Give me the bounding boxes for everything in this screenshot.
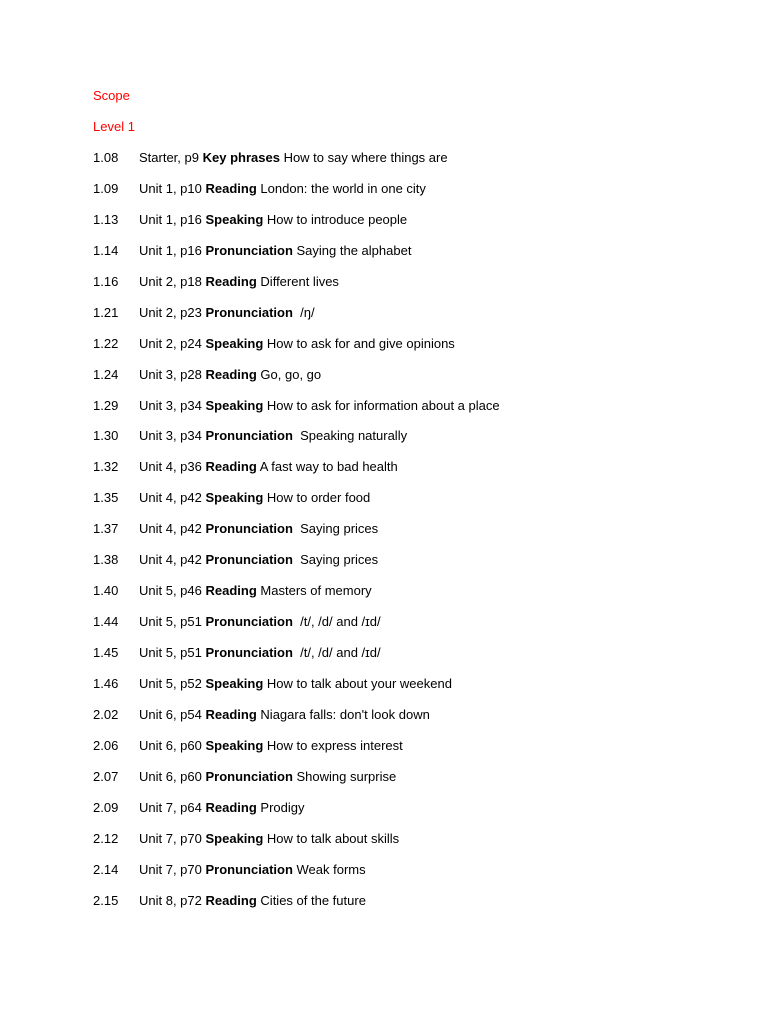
track-entry — [93, 552, 733, 583]
section-description: /ŋ/ — [296, 304, 315, 320]
track-code: 1.45 — [93, 645, 119, 660]
document-title: Scope — [93, 88, 130, 103]
track-entry — [93, 305, 733, 336]
track-entry — [93, 769, 733, 800]
track-code: 1.40 — [93, 583, 119, 599]
track-entry — [93, 893, 733, 924]
section-description: Masters of memory — [260, 583, 372, 599]
track-code: 1.38 — [93, 552, 119, 568]
section-description: How to introduce people — [266, 211, 408, 227]
section-description: How to order food — [266, 490, 371, 506]
section-type: Reading — [205, 273, 257, 289]
track-entry — [93, 738, 733, 769]
track-code: 2.12 — [93, 830, 119, 846]
section-type: Key phrases — [202, 150, 280, 165]
track-code: 1.08 — [93, 150, 119, 165]
section-type: Reading — [205, 459, 257, 475]
unit-page-ref: Unit 6, p60 — [139, 768, 202, 784]
section-type: Speaking — [205, 490, 264, 506]
unit-page-ref: Unit 1, p10 — [139, 180, 202, 196]
track-entry — [93, 645, 733, 676]
section-description: London: the world in one city — [260, 180, 426, 196]
section-description: Speaking naturally — [296, 428, 408, 444]
track-entry — [93, 862, 733, 893]
track-code: 1.35 — [93, 490, 119, 506]
section-type: Pronunciation — [205, 768, 293, 784]
section-description: How to talk about your weekend — [266, 675, 452, 691]
section-type: Pronunciation — [205, 242, 293, 258]
track-code: 1.09 — [93, 180, 119, 196]
unit-page-ref: Unit 1, p16 — [139, 211, 202, 227]
section-description: Prodigy — [260, 799, 305, 815]
section-description: Saying the alphabet — [296, 242, 412, 258]
section-description: Showing surprise — [296, 768, 397, 784]
section-type: Speaking — [205, 675, 264, 691]
section-description: How to say where things are — [283, 150, 448, 165]
section-type: Reading — [205, 892, 257, 908]
section-description: Saying prices — [296, 521, 379, 537]
track-code: 2.09 — [93, 799, 119, 815]
unit-page-ref: Unit 1, p16 — [139, 242, 202, 258]
section-description: Go, go, go — [260, 366, 322, 382]
track-entry — [93, 490, 733, 521]
section-description: Saying prices — [296, 552, 379, 568]
section-type: Reading — [205, 706, 257, 722]
track-code: 1.30 — [93, 428, 119, 444]
track-entry — [93, 583, 733, 614]
section-type: Reading — [205, 366, 257, 382]
section-type: Speaking — [205, 335, 264, 351]
level-heading: Level 1 — [93, 119, 135, 134]
track-code: 1.32 — [93, 459, 119, 475]
track-entry — [93, 614, 733, 645]
track-code: 1.24 — [93, 366, 119, 382]
unit-page-ref: Unit 8, p72 — [139, 892, 202, 908]
track-entry — [93, 521, 733, 552]
section-type: Pronunciation — [205, 645, 293, 660]
unit-page-ref: Unit 4, p42 — [139, 552, 202, 568]
track-list — [93, 150, 733, 923]
section-description: /t/, /d/ and /ɪd/ — [296, 614, 381, 630]
unit-page-ref: Unit 5, p46 — [139, 583, 202, 599]
section-type: Pronunciation — [205, 521, 293, 537]
section-description: How to ask for and give opinions — [266, 335, 455, 351]
track-code: 1.14 — [93, 242, 119, 258]
track-code: 1.46 — [93, 675, 119, 691]
track-entry — [93, 459, 733, 490]
track-entry — [93, 181, 733, 212]
section-description: Weak forms — [296, 861, 366, 877]
track-entry — [93, 150, 733, 181]
unit-page-ref: Unit 5, p52 — [139, 675, 202, 691]
track-entry — [93, 831, 733, 862]
track-code: 2.15 — [93, 892, 119, 908]
track-code: 1.16 — [93, 273, 119, 289]
track-code: 1.13 — [93, 211, 119, 227]
unit-page-ref: Unit 6, p60 — [139, 737, 202, 753]
section-description: How to express interest — [266, 737, 403, 753]
unit-page-ref: Unit 4, p36 — [139, 459, 202, 475]
section-description: /t/, /d/ and /ɪd/ — [296, 645, 381, 660]
unit-page-ref: Unit 6, p54 — [139, 706, 202, 722]
track-code: 1.21 — [93, 304, 119, 320]
track-entry — [93, 398, 733, 429]
unit-page-ref: Unit 3, p34 — [139, 397, 202, 413]
section-type: Reading — [205, 799, 257, 815]
section-description: A fast way to bad health — [259, 459, 398, 475]
section-description: Different lives — [260, 273, 339, 289]
section-type: Pronunciation — [205, 552, 293, 568]
track-code: 2.06 — [93, 737, 119, 753]
section-description: Niagara falls: don't look down — [260, 706, 430, 722]
section-type: Speaking — [205, 397, 264, 413]
unit-page-ref: Unit 3, p28 — [139, 366, 202, 382]
section-type: Pronunciation — [205, 861, 293, 877]
track-code: 1.37 — [93, 521, 119, 537]
section-type: Pronunciation — [205, 304, 293, 320]
section-type: Speaking — [205, 737, 264, 753]
track-entry — [93, 274, 733, 305]
section-type: Reading — [205, 180, 257, 196]
track-code: 2.14 — [93, 861, 119, 877]
unit-page-ref: Unit 4, p42 — [139, 490, 202, 506]
section-type: Reading — [205, 583, 257, 599]
unit-page-ref: Unit 2, p24 — [139, 335, 202, 351]
track-entry — [93, 707, 733, 738]
track-code: 1.22 — [93, 335, 119, 351]
section-description: How to ask for information about a place — [266, 397, 500, 413]
track-entry — [93, 243, 733, 274]
section-description: How to talk about skills — [266, 830, 400, 846]
track-entry — [93, 676, 733, 707]
unit-page-ref: Unit 7, p64 — [139, 799, 202, 815]
track-entry — [93, 800, 733, 831]
section-type: Speaking — [205, 211, 264, 227]
unit-page-ref: Starter, p9 — [139, 150, 199, 165]
track-code: 1.44 — [93, 614, 119, 630]
track-code: 2.02 — [93, 706, 119, 722]
unit-page-ref: Unit 2, p23 — [139, 304, 202, 320]
section-type: Speaking — [205, 830, 264, 846]
track-entry — [93, 367, 733, 398]
track-entry — [93, 336, 733, 367]
unit-page-ref: Unit 4, p42 — [139, 521, 202, 537]
unit-page-ref: Unit 7, p70 — [139, 830, 202, 846]
section-type: Pronunciation — [205, 614, 293, 630]
track-entry — [93, 212, 733, 243]
track-entry — [93, 428, 733, 459]
section-description: Cities of the future — [260, 892, 366, 908]
track-code: 2.07 — [93, 768, 119, 784]
unit-page-ref: Unit 7, p70 — [139, 861, 202, 877]
unit-page-ref: Unit 3, p34 — [139, 428, 202, 444]
unit-page-ref: Unit 5, p51 — [139, 614, 202, 630]
unit-page-ref: Unit 5, p51 — [139, 645, 202, 660]
unit-page-ref: Unit 2, p18 — [139, 273, 202, 289]
track-code: 1.29 — [93, 397, 119, 413]
section-type: Pronunciation — [205, 428, 293, 444]
